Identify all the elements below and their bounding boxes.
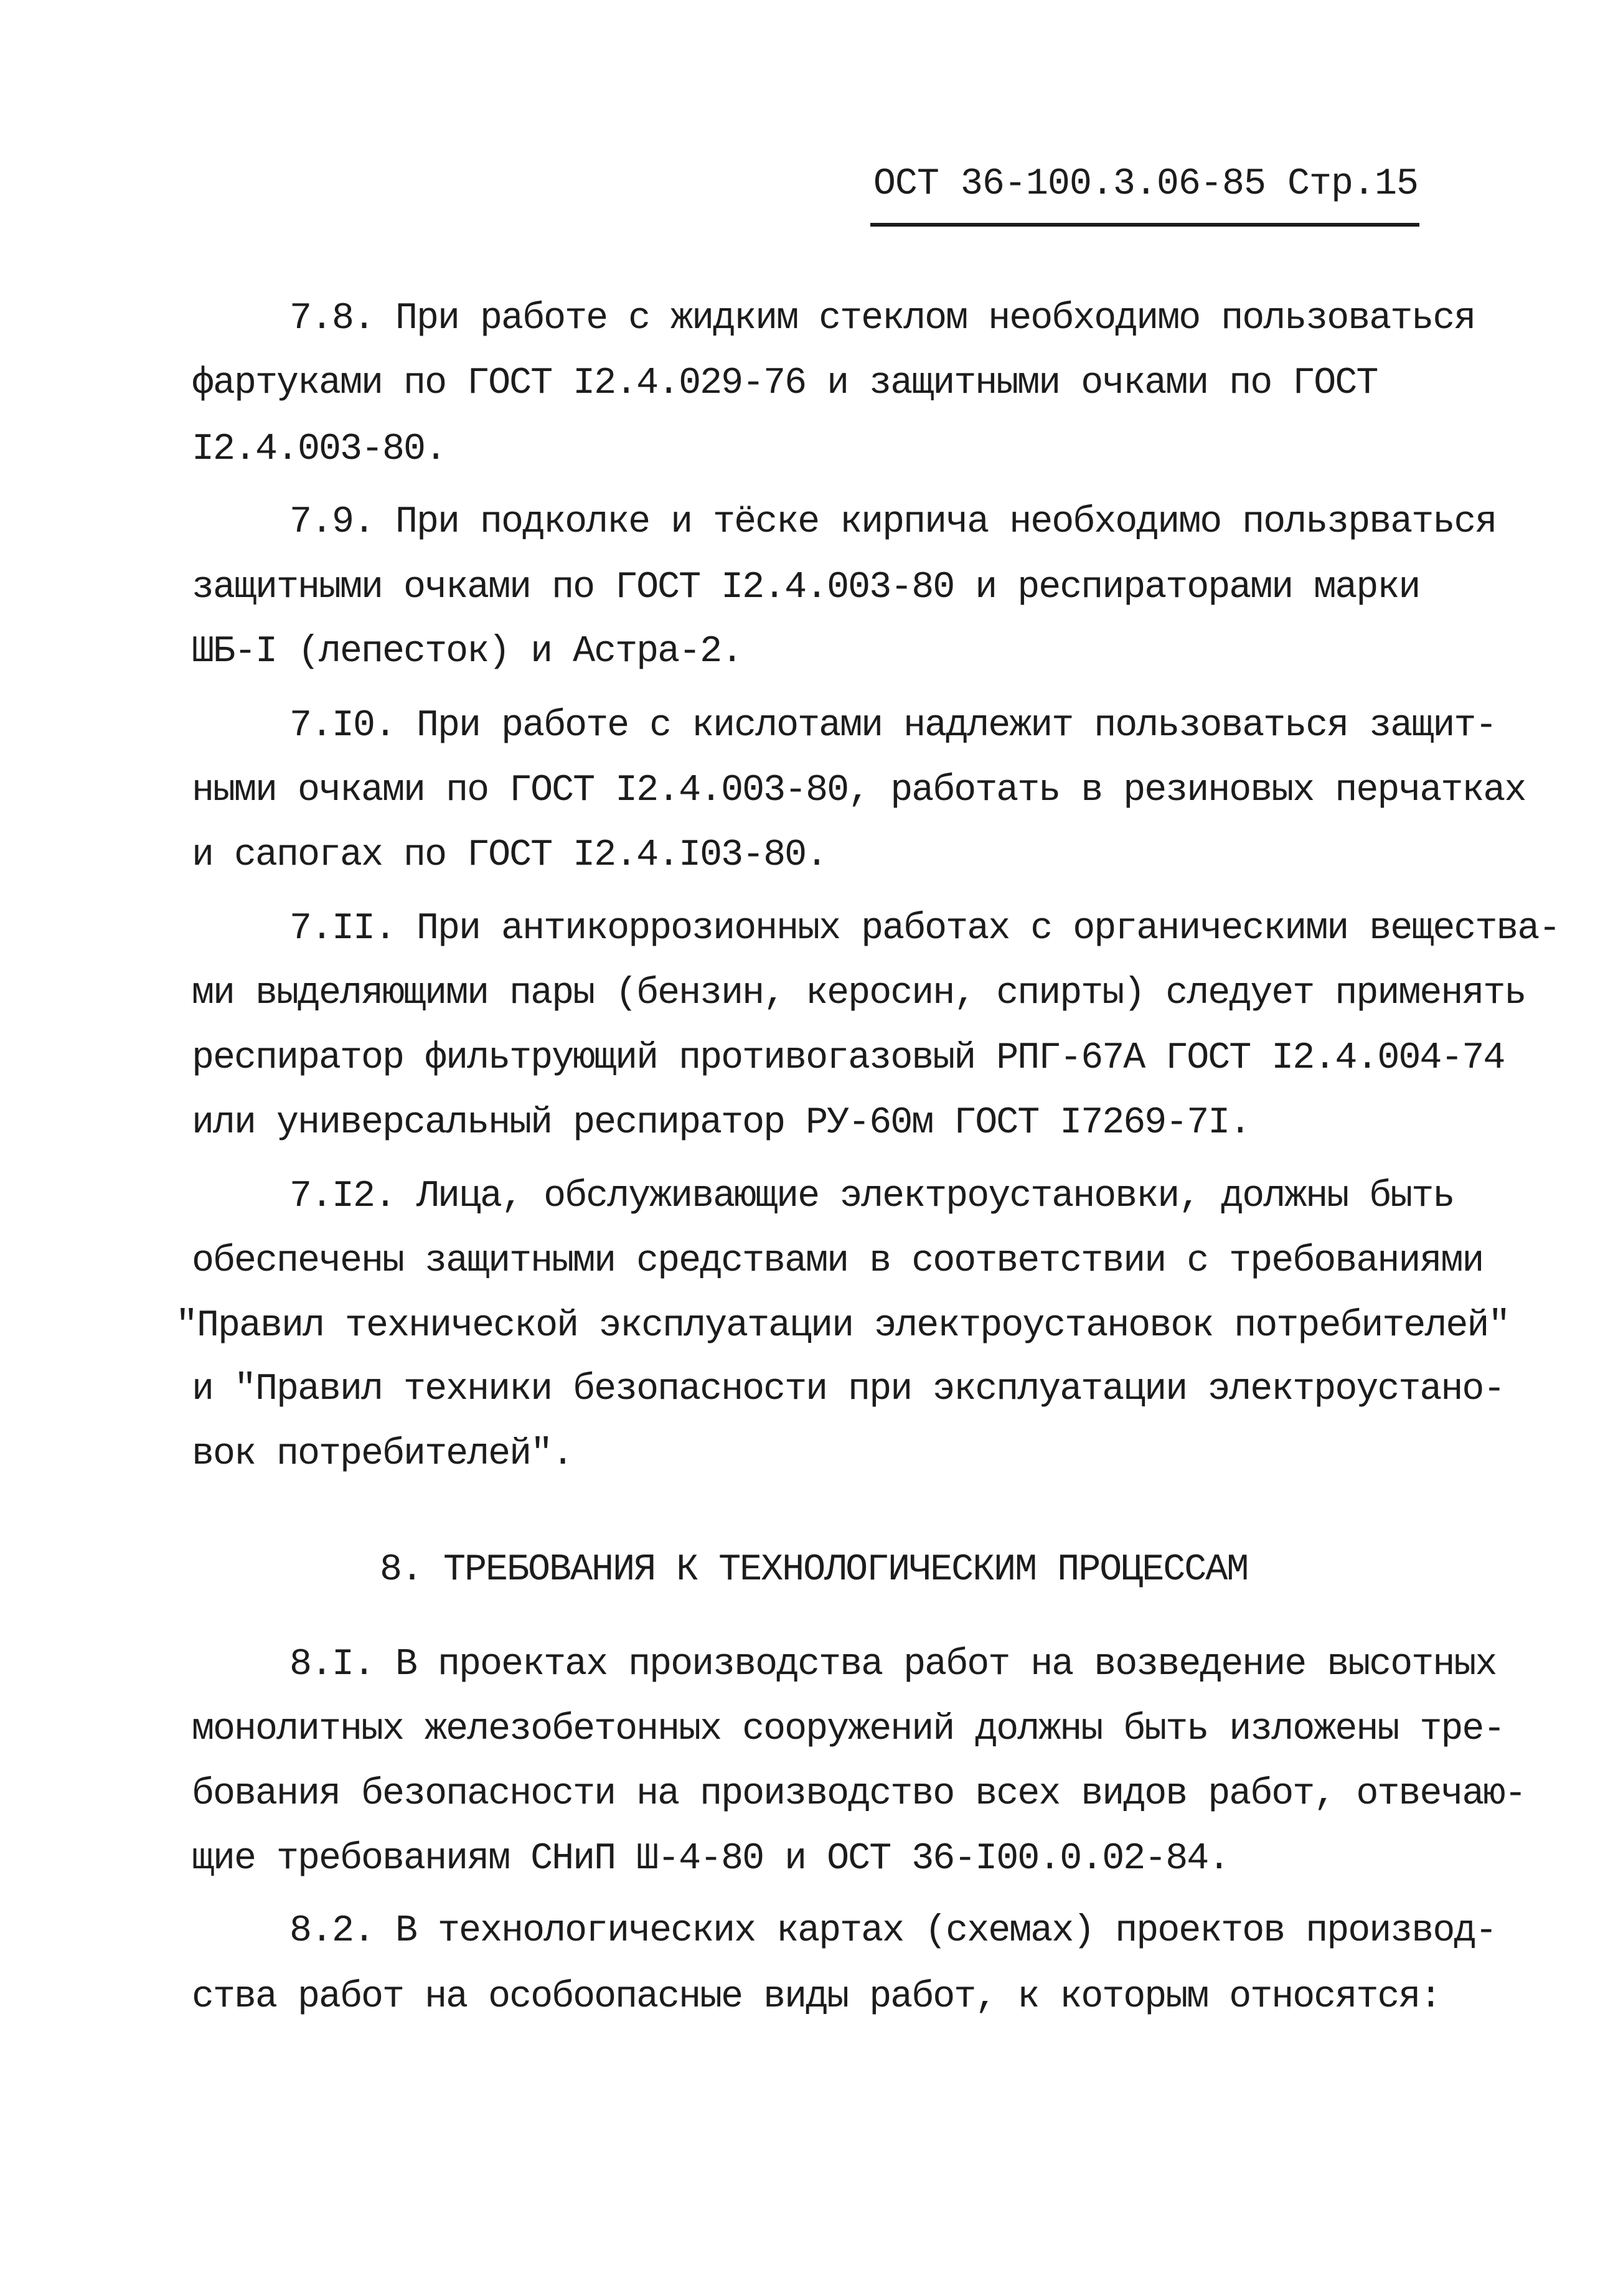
text-line: ми выделяющими пары (бензин, керосин, спирты) следует применять: [192, 972, 1526, 1015]
text-line: 7.9. При подколке и тёске кирпича необходимо пользрваться: [289, 501, 1497, 543]
document-code: ОСТ 36-100.3.06-85 Стр.15: [873, 163, 1418, 205]
text-line: и сапогах по ГОСТ I2.4.I03-80.: [192, 834, 827, 877]
text-line: щие требованиям СНиП Ш-4-80 и ОСТ 36-I00.0.02-84.: [192, 1838, 1230, 1880]
header-underline: [870, 223, 1419, 227]
text-line: монолитных железобетонных сооружений должны быть изложены тре-: [192, 1708, 1505, 1751]
text-line: респиратор фильтрующий противогазовый РПГ-67А ГОСТ I2.4.004-74: [192, 1037, 1505, 1080]
text-line: "Правил технической эксплуатации электроустановок потребителей": [176, 1305, 1510, 1347]
text-line: ШБ-I (лепесток) и Астра-2.: [192, 631, 743, 673]
text-line: 7.8. При работе с жидким стеклом необходимо пользоваться: [289, 298, 1475, 340]
text-line: 8.2. В технологических картах (схемах) проектов производ-: [289, 1910, 1497, 1952]
text-line: вок потребителей".: [192, 1433, 573, 1475]
text-line: 7.I0. При работе с кислотами надлежит пользоваться защит-: [289, 705, 1497, 747]
text-line: или универсальный респиратор РУ-60м ГОСТ I7269-7I.: [192, 1102, 1251, 1144]
text-line: фартуками по ГОСТ I2.4.029-76 и защитными очками по ГОСТ: [192, 362, 1378, 405]
text-line: I2.4.003-80.: [192, 428, 446, 471]
text-line: ными очками по ГОСТ I2.4.003-80, работать в резиновых перчатках: [192, 769, 1526, 812]
text-line: 8.I. В проектах производства работ на возведение высотных: [289, 1644, 1497, 1686]
text-line: и "Правил техники безопасности при эксплуатации электроустано-: [192, 1368, 1505, 1411]
text-line: 7.I2. Лица, обслуживающие электроустановки, должны быть: [289, 1175, 1454, 1218]
text-line: защитными очками по ГОСТ I2.4.003-80 и респираторами марки: [192, 567, 1420, 609]
text-line: бования безопасности на производство всех видов работ, отвечаю-: [192, 1773, 1526, 1815]
text-line: 7.II. При антикоррозионных работах с органическими вещества-: [289, 908, 1560, 950]
text-line: ства работ на особоопасные виды работ, к которым относятся:: [192, 1976, 1441, 2018]
text-line: обеспечены защитными средствами в соответствии с требованиями: [192, 1240, 1484, 1282]
section-8-heading: 8. ТРЕБОВАНИЯ К ТЕХНОЛОГИЧЕСКИМ ПРОЦЕССАМ: [380, 1549, 1248, 1591]
